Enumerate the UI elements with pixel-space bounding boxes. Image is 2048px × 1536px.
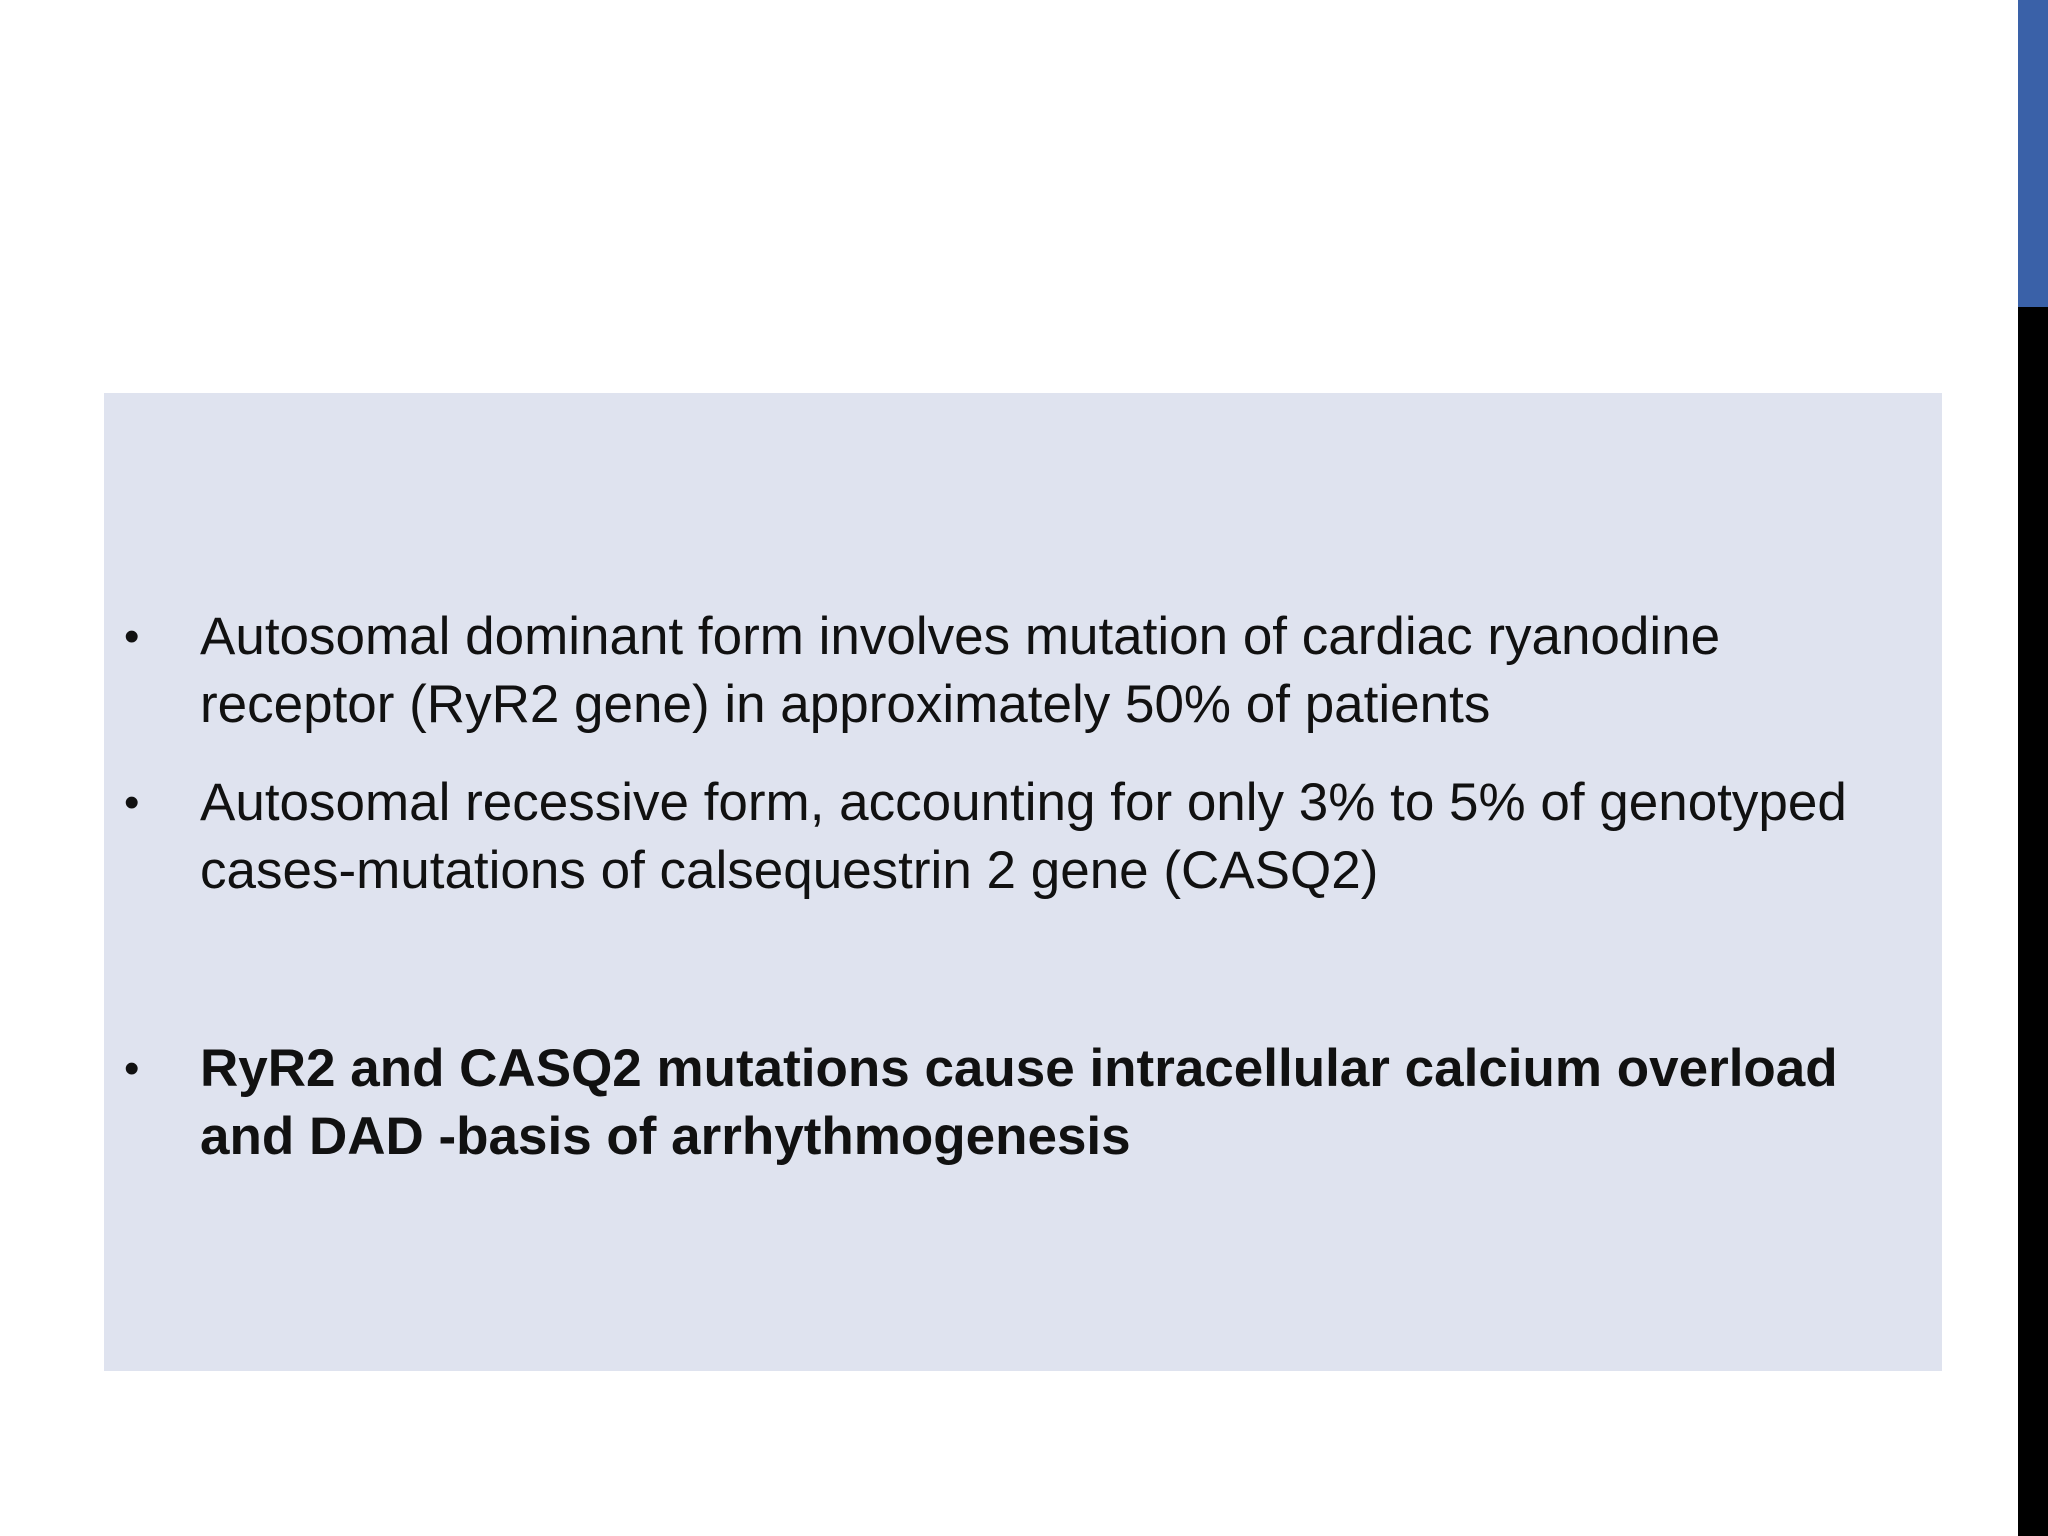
bullet-marker: • — [124, 612, 140, 661]
bullet-text: Autosomal dominant form involves mutation of cardiac ryanodine receptor (RyR2 gene) in approximately 50% of patients — [200, 607, 1721, 734]
bullet-marker: • — [124, 1044, 140, 1093]
bullet-marker: • — [124, 778, 140, 827]
bullet-text: RyR2 and CASQ2 mutations cause intracellular calcium overload and DAD -basis of arrhythmogenesis — [200, 1039, 1838, 1166]
side-accent-bar-blue — [2018, 0, 2048, 307]
side-accent-bar-black — [2018, 307, 2048, 1536]
bullet-text: Autosomal recessive form, accounting for only 3% to 5% of genotyped cases-mutations of calsequestrin 2 gene (CASQ2) — [200, 773, 1847, 900]
content-box — [104, 393, 1942, 1371]
